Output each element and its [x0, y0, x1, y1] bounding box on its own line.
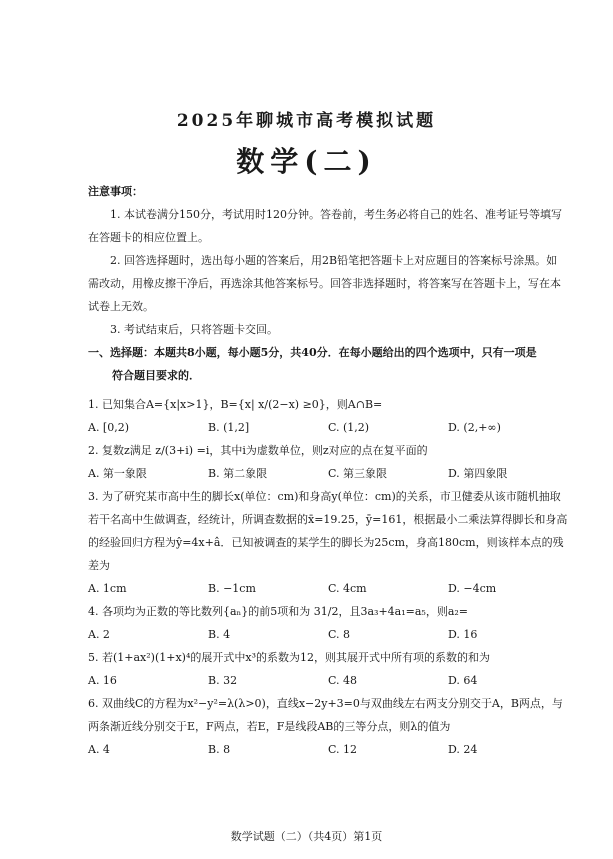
- options-row: [88, 669, 568, 692]
- question: [88, 600, 568, 646]
- notice-item: 2. 回答选择题时，选出每小题的答案后，用2B铅笔把答题卡上对应题目的答案标号涂黑。如需改动，用橡皮擦干净后，再选涂其他答案标号。回答非选择题时，将答案写在答题卡上，写在本试卷上无效。: [88, 254, 561, 313]
- option: B. −1cm: [208, 582, 256, 595]
- option: C. 12: [328, 743, 358, 756]
- option: A. [0,2): [88, 421, 130, 434]
- question-stem: 5. 若(1+ax²)(1+x)⁴的展开式中x³的系数为12，则其展开式中所有项的系数的和为: [88, 651, 490, 664]
- section-heading-line: 符合题目要求的．: [112, 369, 200, 382]
- page-footer: 数学试题（二）（共4页）第1页: [230, 830, 383, 843]
- notice-heading: 注意事项：: [88, 185, 143, 198]
- options-row: [88, 462, 568, 485]
- question: [88, 692, 568, 761]
- option: A. 4: [88, 743, 110, 756]
- option: B. 第二象限: [208, 467, 268, 480]
- exam-title: 2025年聊城市高考模拟试题: [176, 111, 437, 131]
- option: B. (1,2]: [208, 421, 250, 434]
- notice-item: 1. 本试卷满分150分，考试用时120分钟。答卷前，考生务必将自己的姓名、准考证号等填写在答题卡的相应位置上。: [88, 208, 562, 244]
- option: C. 第三象限: [328, 467, 388, 480]
- options-row: [88, 738, 568, 761]
- question-stem: 4. 各项均为正数的等比数列{aₙ}的前5项和为 31/2，且3a₃+4a₁=a₅，则a₂=: [88, 605, 469, 618]
- notice-section: [88, 180, 568, 387]
- question-stem: 3. 为了研究某市高中生的脚长x(单位：cm)和身高y(单位：cm)的关系，市卫健委从该市随机抽取若干名高中生做调查，经统计，所调查数据的x̄=19.25，ȳ=161，根据最小二乘法算得脚长和身高的经验回归方程为ŷ=4x+â．已知被调查的某学生的脚长为25cm，身高180cm，则该样本点的残差为: [88, 490, 568, 572]
- option: D. 第四象限: [448, 467, 508, 480]
- options-row: [88, 577, 568, 600]
- notice-item: 3. 考试结束后，只将答题卡交回。: [110, 323, 278, 336]
- option: A. 1cm: [88, 582, 127, 595]
- option: C. 4cm: [328, 582, 367, 595]
- options-row: [88, 623, 568, 646]
- option: A. 16: [88, 674, 117, 687]
- question: [88, 439, 568, 485]
- option: D. (2,+∞): [448, 421, 501, 434]
- option: A. 2: [88, 628, 110, 641]
- question-stem: 6. 双曲线C的方程为x²−y²=λ(λ>0)，直线x−2y+3=0与双曲线左右两支分别交于A，B两点，与两条渐近线分别交于E，F两点，若E，F是线段AB的三等分点，则λ的值为: [88, 697, 563, 733]
- section-heading: [88, 341, 568, 387]
- question-stem: 1. 已知集合A={x|x>1}，B={x| x/(2−x) ≥0}，则A∩B=: [88, 398, 383, 411]
- option: B. 32: [208, 674, 238, 687]
- subject-title: 数学(二): [236, 145, 377, 178]
- option: C. (1,2): [328, 421, 370, 434]
- option: D. 64: [448, 674, 478, 687]
- question-stem: 2. 复数z满足 z/(3+i) =i，其中i为虚数单位，则z对应的点在复平面的: [88, 444, 428, 457]
- question: [88, 646, 568, 692]
- option: B. 4: [208, 628, 231, 641]
- option: C. 48: [328, 674, 358, 687]
- option: D. −4cm: [448, 582, 497, 595]
- option: D. 24: [448, 743, 478, 756]
- option: A. 第一象限: [88, 467, 147, 480]
- option: D. 16: [448, 628, 478, 641]
- question-list: [88, 393, 568, 761]
- option: C. 8: [328, 628, 351, 641]
- section-heading-line: 一、选择题：本题共8小题，每小题5分，共40分．在每小题给出的四个选项中，只有一项是: [88, 346, 537, 359]
- options-row: [88, 416, 568, 439]
- option: B. 8: [208, 743, 231, 756]
- question: [88, 393, 568, 439]
- question: [88, 485, 568, 600]
